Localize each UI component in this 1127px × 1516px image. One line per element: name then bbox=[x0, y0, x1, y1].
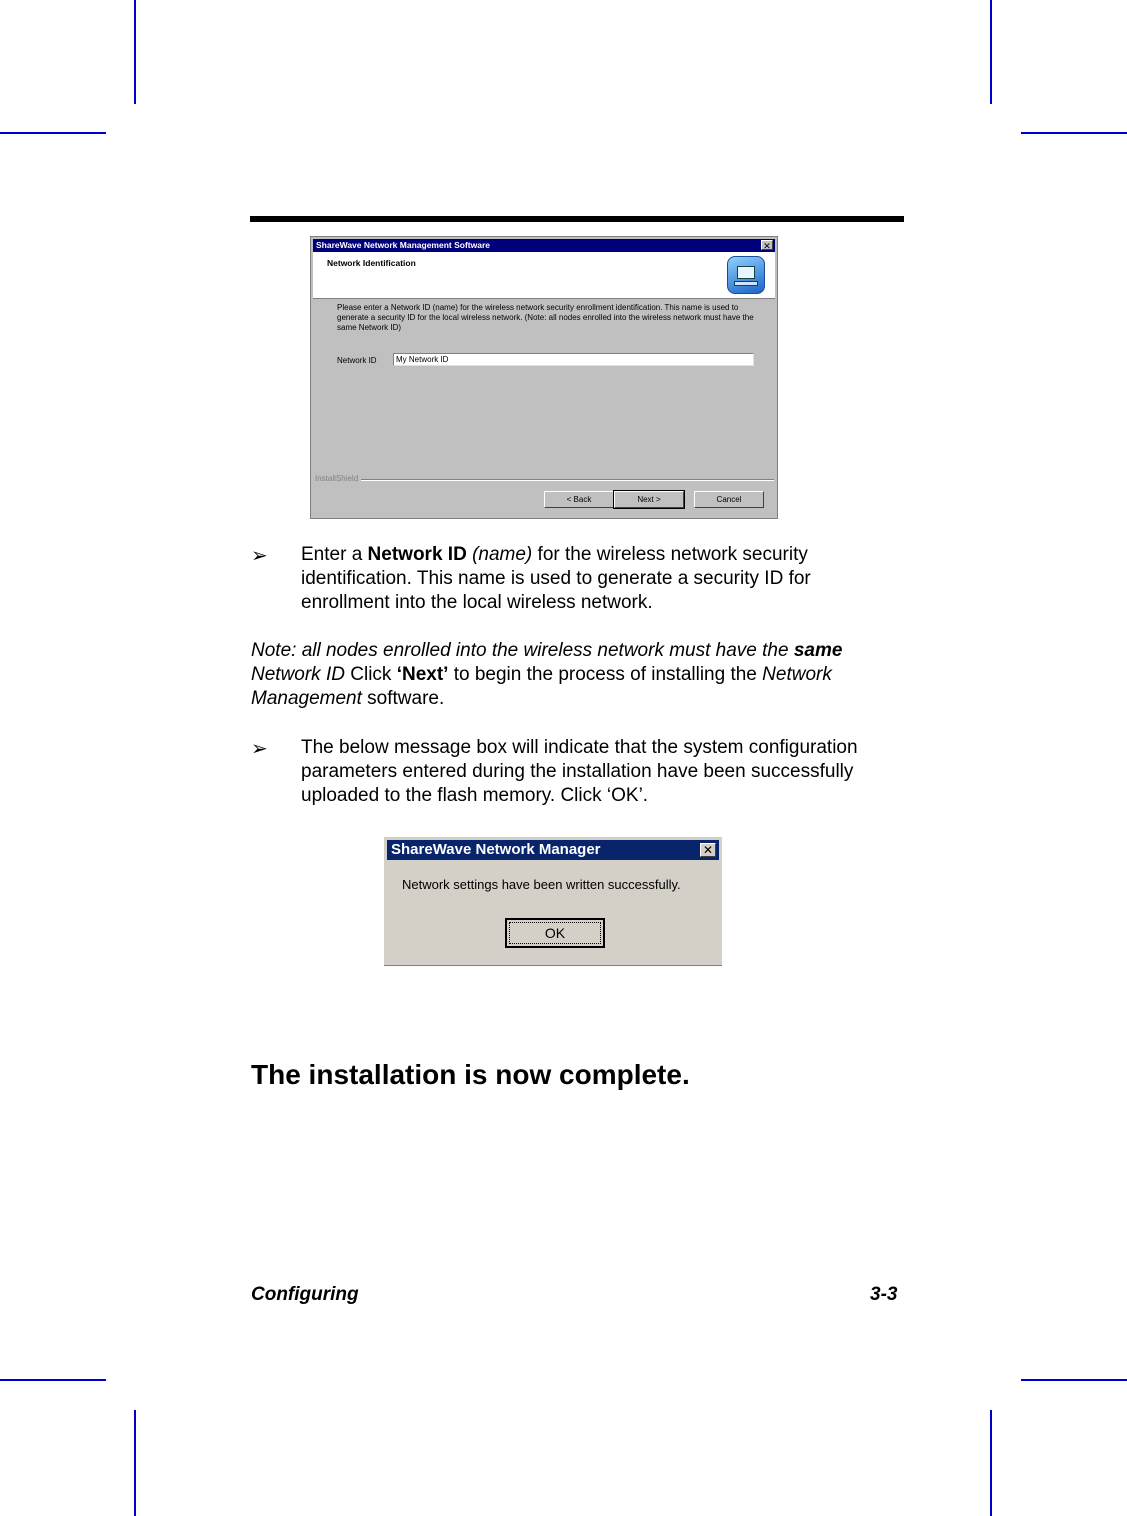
completion-heading: The installation is now complete. bbox=[251, 1059, 690, 1090]
crop-mark bbox=[1021, 1379, 1127, 1381]
message-box-title: ShareWave Network Manager bbox=[391, 841, 601, 858]
page-number: 3-3 bbox=[870, 1284, 898, 1305]
crop-mark bbox=[0, 1379, 106, 1381]
divider bbox=[315, 479, 774, 481]
bullet-arrow: ➢ bbox=[251, 738, 268, 760]
installshield-label: InstallShield bbox=[315, 474, 361, 483]
crop-mark bbox=[990, 0, 992, 104]
bullet-arrow: ➢ bbox=[251, 545, 268, 567]
computer-network-icon bbox=[727, 256, 765, 294]
dialog-header bbox=[313, 252, 775, 299]
header-rule bbox=[250, 216, 904, 222]
crop-mark bbox=[990, 1410, 992, 1516]
crop-mark bbox=[134, 1410, 136, 1516]
network-id-input[interactable]: My Network ID bbox=[393, 353, 754, 366]
close-icon[interactable]: ✕ bbox=[700, 843, 716, 857]
network-id-label: Network ID bbox=[337, 356, 377, 365]
bullet-enter-network-id: Enter a Network ID (name) for the wireless network security identification. This name is used to generate a security ID for enrollment into the local wireless network. bbox=[301, 544, 811, 613]
ok-button-label: OK bbox=[509, 922, 601, 944]
dialog-title-bar bbox=[313, 239, 775, 252]
bullet-message-box: The below message box will indicate that the system configuration parameters entered during the installation have been successfully uploaded to the flash memory. Click ‘OK’. bbox=[301, 737, 858, 806]
note-paragraph: Note: all nodes enrolled into the wireless network must have the same Network ID Click ‘Next’ to begin the process of installing the Network Management software. bbox=[251, 640, 843, 709]
crop-mark bbox=[1021, 132, 1127, 134]
dialog-description: Please enter a Network ID (name) for the wireless network security enrollment identification. This name is used to generate a security ID for the local wireless network. (Note: all nodes enrolled into the wireless network must have the same Network ID) bbox=[337, 303, 754, 332]
dialog-title: ShareWave Network Management Software bbox=[316, 240, 490, 250]
dialog-heading: Network Identification bbox=[327, 258, 416, 268]
network-identification-dialog bbox=[310, 236, 778, 519]
message-box-title-bar bbox=[387, 840, 719, 860]
back-button[interactable]: < Back bbox=[544, 491, 614, 508]
next-button[interactable]: Next > bbox=[614, 491, 684, 508]
crop-mark bbox=[0, 132, 106, 134]
success-message-box bbox=[384, 837, 722, 966]
message-text: Network settings have been written successfully. bbox=[402, 877, 681, 892]
cancel-button[interactable]: Cancel bbox=[694, 491, 764, 508]
crop-mark bbox=[134, 0, 136, 104]
close-icon[interactable]: ✕ bbox=[761, 240, 773, 250]
ok-button[interactable] bbox=[505, 918, 605, 948]
footer-section: Configuring bbox=[251, 1284, 359, 1305]
